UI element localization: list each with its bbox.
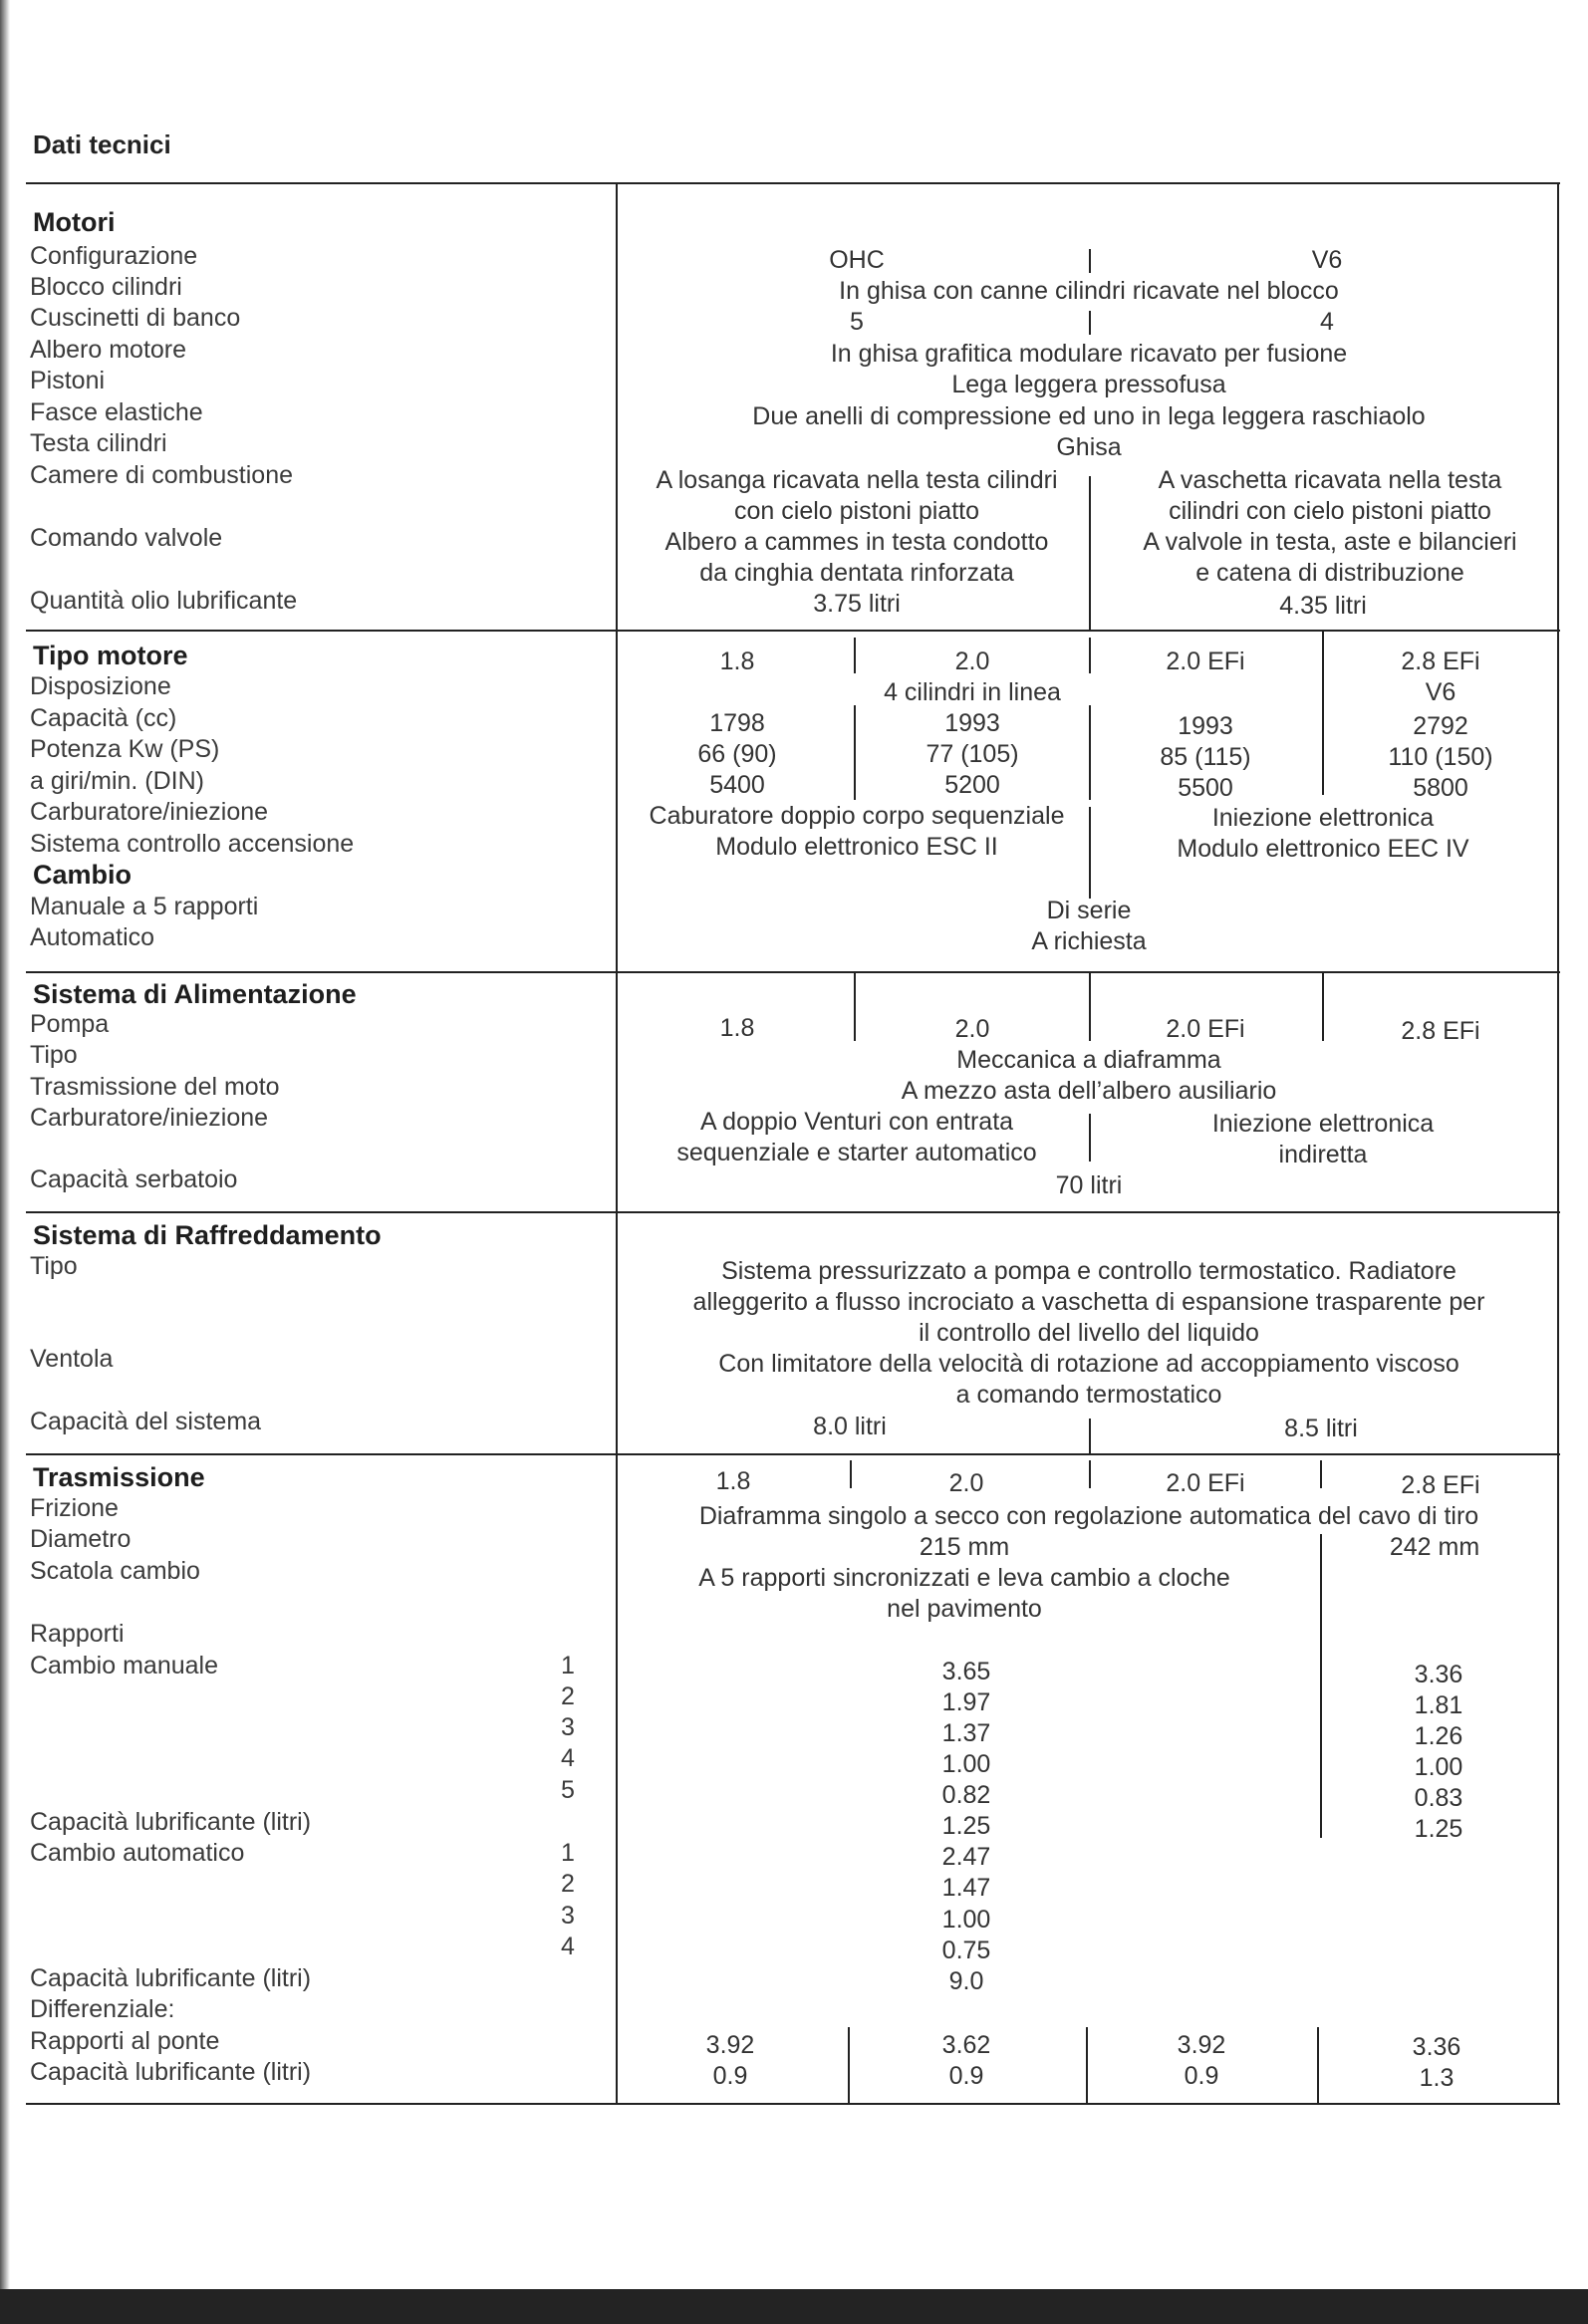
cell-value: 215 mm bbox=[919, 1533, 1010, 1561]
cell-divider bbox=[854, 638, 856, 673]
row-label: Blocco cilindri bbox=[30, 273, 182, 301]
cell-divider bbox=[1089, 1114, 1091, 1162]
section-divider bbox=[26, 971, 1560, 973]
cell-divider bbox=[1089, 1419, 1091, 1453]
variant-header: 2.0 EFi bbox=[1166, 647, 1245, 675]
row-label: Capacità lubrificante (litri) bbox=[30, 1964, 312, 1992]
cell-value: 1.25 bbox=[1414, 1815, 1463, 1843]
row-label: Cambio manuale bbox=[30, 1652, 218, 1679]
cell-divider bbox=[854, 971, 856, 1041]
cell-divider bbox=[1089, 249, 1091, 273]
row-label: Rapporti bbox=[30, 1620, 125, 1648]
cell-value: A 5 rapporti sincronizzati e leva cambio a cloche bbox=[698, 1564, 1230, 1592]
cell-value: 8.0 litri bbox=[813, 1413, 887, 1440]
gear-number: 4 bbox=[561, 1744, 575, 1772]
row-label: a giri/min. (DIN) bbox=[30, 767, 205, 795]
cell-value: 3.75 litri bbox=[813, 590, 901, 618]
row-label: Diametro bbox=[30, 1525, 132, 1553]
cell-value: nel pavimento bbox=[887, 1595, 1042, 1623]
cell-divider bbox=[1089, 638, 1091, 673]
cell-value: 1798 bbox=[709, 709, 765, 737]
section-divider bbox=[26, 1453, 1560, 1455]
cell-value: V6 bbox=[1425, 678, 1456, 706]
cell-value: Caburatore doppio corpo sequenziale bbox=[649, 802, 1065, 830]
cell-value: In ghisa con canne cilindri ricavate nel blocco bbox=[839, 277, 1339, 305]
cell-value: alleggerito a flusso incrociato a vaschetta di espansione trasparente per bbox=[692, 1288, 1485, 1316]
gear-number: 1 bbox=[561, 1652, 575, 1679]
variant-header: 2.0 EFi bbox=[1166, 1469, 1245, 1497]
cell-value: 3.62 bbox=[941, 2031, 991, 2059]
cell-divider bbox=[1322, 632, 1324, 795]
row-label: Pompa bbox=[30, 1010, 110, 1038]
gear-ratio: 1.47 bbox=[941, 1874, 991, 1902]
cell-value: 9.0 bbox=[948, 1967, 984, 1995]
cell-divider bbox=[1089, 1460, 1091, 1488]
gear-number: 3 bbox=[561, 1902, 575, 1930]
cell-value: A mezzo asta dell’albero ausiliario bbox=[901, 1077, 1277, 1105]
row-label: Capacità del sistema bbox=[30, 1408, 262, 1435]
cell-value: A vaschetta ricavata nella testa bbox=[1158, 466, 1502, 494]
row-label: Capacità lubrificante (litri) bbox=[30, 1808, 312, 1836]
cell-value: 70 litri bbox=[1055, 1171, 1123, 1199]
gear-ratio: 2.47 bbox=[941, 1843, 991, 1871]
section-heading-cambio: Cambio bbox=[33, 860, 132, 890]
gear-ratio: 3.65 bbox=[941, 1658, 991, 1685]
row-label: Trasmissione del moto bbox=[30, 1073, 280, 1101]
row-label: Testa cilindri bbox=[30, 429, 167, 457]
cell-value: 4 bbox=[1320, 308, 1334, 336]
variant-header: 2.0 bbox=[954, 1015, 990, 1043]
gear-ratio: 1.81 bbox=[1414, 1691, 1463, 1719]
cell-value: 4.35 litri bbox=[1279, 592, 1367, 620]
cell-value: indiretta bbox=[1278, 1141, 1368, 1168]
cell-value: 66 (90) bbox=[697, 740, 777, 768]
row-label: Potenza Kw (PS) bbox=[30, 735, 220, 763]
gear-number: 3 bbox=[561, 1713, 575, 1741]
row-label: Comando valvole bbox=[30, 524, 223, 552]
cell-value: 1993 bbox=[1178, 712, 1233, 740]
cell-value: 0.9 bbox=[1184, 2062, 1219, 2090]
scan-edge bbox=[0, 0, 10, 2324]
row-label: Disposizione bbox=[30, 672, 171, 700]
gear-ratio: 1.26 bbox=[1414, 1722, 1463, 1750]
cell-value: 0.9 bbox=[948, 2062, 984, 2090]
cell-value: 1.3 bbox=[1419, 2064, 1455, 2092]
variant-header: 2.8 EFi bbox=[1401, 647, 1480, 675]
gear-ratio: 0.75 bbox=[941, 1937, 991, 1964]
row-label: Pistoni bbox=[30, 367, 106, 394]
row-label: Cuscinetti di banco bbox=[30, 304, 241, 332]
gear-ratio: 3.36 bbox=[1414, 1661, 1463, 1688]
row-label: Scatola cambio bbox=[30, 1557, 200, 1585]
section-divider bbox=[26, 1211, 1560, 1213]
cell-value: 1.25 bbox=[941, 1812, 991, 1840]
section-divider bbox=[26, 630, 1560, 632]
section-heading-motori: Motori bbox=[33, 207, 116, 237]
cell-value: 77 (105) bbox=[926, 740, 1019, 768]
cell-divider bbox=[1089, 705, 1091, 800]
cell-value: 3.92 bbox=[1177, 2031, 1226, 2059]
cell-value: Iniezione elettronica bbox=[1211, 1110, 1435, 1138]
variant-header: 2.0 EFi bbox=[1166, 1015, 1245, 1043]
gear-ratio: 0.83 bbox=[1414, 1784, 1463, 1812]
cell-value: sequenziale e starter automatico bbox=[676, 1139, 1037, 1166]
cell-value: 5800 bbox=[1413, 774, 1468, 802]
variant-header: 1.8 bbox=[715, 1467, 751, 1495]
cell-divider bbox=[1089, 476, 1091, 630]
table-bottom-border bbox=[26, 2103, 1560, 2105]
cell-value: 0.9 bbox=[712, 2062, 748, 2090]
cell-value: 242 mm bbox=[1389, 1533, 1480, 1561]
section-heading-tipo-motore: Tipo motore bbox=[33, 641, 188, 670]
gear-ratio: 1.97 bbox=[941, 1688, 991, 1716]
cell-divider bbox=[1320, 1534, 1322, 1838]
table-column-divider bbox=[616, 182, 618, 2105]
cell-value: A doppio Venturi con entrata bbox=[699, 1108, 1014, 1136]
section-heading-trasmissione: Trasmissione bbox=[33, 1462, 205, 1492]
cell-value: A richiesta bbox=[1031, 927, 1147, 955]
cell-value: 3.36 bbox=[1412, 2033, 1461, 2061]
cell-value: Diaframma singolo a secco con regolazione automatica del cavo di tiro bbox=[698, 1502, 1479, 1530]
row-label: Carburatore/iniezione bbox=[30, 798, 269, 826]
cell-value: Modulo elettronico EEC IV bbox=[1177, 835, 1469, 863]
cell-divider bbox=[1089, 807, 1091, 899]
cell-value: 1993 bbox=[944, 709, 1000, 737]
variant-header: 1.8 bbox=[719, 647, 755, 675]
row-label: Tipo bbox=[30, 1252, 78, 1280]
cell-divider bbox=[1320, 1460, 1322, 1488]
cell-value: OHC bbox=[829, 246, 885, 274]
row-label: Configurazione bbox=[30, 242, 198, 270]
row-label: Carburatore/iniezione bbox=[30, 1104, 269, 1132]
gear-ratio: 1.00 bbox=[941, 1906, 991, 1934]
row-label: Capacità lubrificante (litri) bbox=[30, 2058, 312, 2086]
cell-value: e catena di distribuzione bbox=[1195, 559, 1464, 587]
cell-value: 85 (115) bbox=[1160, 743, 1251, 771]
row-label: Albero motore bbox=[30, 336, 187, 364]
cell-value: Due anelli di compressione ed uno in lega leggera raschiaolo bbox=[752, 402, 1426, 430]
variant-header: 2.0 bbox=[948, 1469, 984, 1497]
cell-value: il controllo del livello del liquido bbox=[919, 1319, 1259, 1347]
cell-value: Sistema pressurizzato a pompa e controllo termostatico. Radiatore bbox=[721, 1257, 1456, 1285]
cell-value: 8.5 litri bbox=[1284, 1415, 1358, 1442]
cell-value: 3.92 bbox=[705, 2031, 755, 2059]
gear-number: 1 bbox=[561, 1839, 575, 1867]
row-label: Cambio automatico bbox=[30, 1839, 245, 1867]
row-label: Automatico bbox=[30, 923, 155, 951]
section-heading-raffreddamento: Sistema di Raffreddamento bbox=[33, 1220, 382, 1250]
section-heading-alimentazione: Sistema di Alimentazione bbox=[33, 979, 357, 1009]
row-label: Capacità serbatoio bbox=[30, 1165, 238, 1193]
row-label: Frizione bbox=[30, 1494, 119, 1522]
cell-value: 5500 bbox=[1178, 774, 1233, 802]
row-label: Fasce elastiche bbox=[30, 398, 203, 426]
cell-divider bbox=[850, 1460, 852, 1488]
gear-number: 2 bbox=[561, 1870, 575, 1898]
cell-divider bbox=[1317, 2027, 1319, 2103]
gear-ratio: 0.82 bbox=[941, 1781, 991, 1809]
cell-value: 110 (150) bbox=[1388, 743, 1493, 771]
page-title: Dati tecnici bbox=[33, 129, 171, 159]
variant-header: 2.0 bbox=[954, 647, 990, 675]
cell-divider bbox=[848, 2027, 850, 2103]
row-label: Manuale a 5 rapporti bbox=[30, 893, 259, 920]
gear-number: 4 bbox=[561, 1933, 575, 1960]
cell-value: Modulo elettronico ESC II bbox=[715, 833, 998, 861]
cell-value: A valvole in testa, aste e bilancieri bbox=[1143, 528, 1517, 556]
cell-divider bbox=[1086, 2027, 1088, 2103]
row-label: Sistema controllo accensione bbox=[30, 830, 355, 858]
cell-value: In ghisa grafitica modulare ricavato per fusione bbox=[830, 340, 1348, 368]
cell-value: 4 cilindri in linea bbox=[884, 678, 1061, 706]
cell-value: da cinghia dentata rinforzata bbox=[699, 559, 1014, 587]
cell-value: 2792 bbox=[1413, 712, 1468, 740]
cell-divider bbox=[1322, 971, 1324, 1041]
gear-ratio: 1.00 bbox=[1414, 1753, 1463, 1781]
cell-value: V6 bbox=[1311, 246, 1343, 274]
gear-number: 5 bbox=[561, 1776, 575, 1804]
cell-value: 5 bbox=[850, 308, 864, 336]
row-label: Tipo bbox=[30, 1041, 78, 1069]
row-label: Differenziale: bbox=[30, 1995, 175, 2023]
cell-divider bbox=[1089, 971, 1091, 1041]
cell-value: A losanga ricavata nella testa cilindri bbox=[656, 466, 1058, 494]
gear-number: 2 bbox=[561, 1682, 575, 1710]
table-right-border bbox=[1557, 182, 1559, 2105]
cell-divider bbox=[854, 705, 856, 800]
cell-value: a comando termostatico bbox=[955, 1381, 1222, 1409]
cell-value: Lega leggera pressofusa bbox=[951, 371, 1226, 398]
row-label: Camere di combustione bbox=[30, 461, 294, 489]
cell-value: 5200 bbox=[944, 771, 1000, 799]
variant-header: 1.8 bbox=[719, 1014, 755, 1042]
row-label: Quantità olio lubrificante bbox=[30, 587, 298, 615]
table-top-border bbox=[26, 182, 1560, 184]
gear-ratio: 1.00 bbox=[941, 1750, 991, 1778]
cell-value: Di serie bbox=[1046, 897, 1132, 924]
cell-value: Meccanica a diaframma bbox=[956, 1046, 1221, 1074]
variant-header: 2.8 EFi bbox=[1401, 1471, 1480, 1499]
cell-value: Ghisa bbox=[1056, 433, 1122, 461]
cell-value: 5400 bbox=[709, 771, 765, 799]
cell-value: cilindri con cielo pistoni piatto bbox=[1169, 497, 1491, 525]
variant-header: 2.8 EFi bbox=[1401, 1017, 1480, 1045]
row-label: Rapporti al ponte bbox=[30, 2027, 220, 2055]
cell-value: Albero a cammes in testa condotto bbox=[664, 528, 1049, 556]
scan-bottom-strip bbox=[0, 2289, 1588, 2324]
cell-value: Con limitatore della velocità di rotazione ad accoppiamento viscoso bbox=[718, 1350, 1459, 1378]
gear-ratio: 1.37 bbox=[941, 1719, 991, 1747]
cell-value: Iniezione elettronica bbox=[1211, 804, 1435, 832]
row-label: Capacità (cc) bbox=[30, 704, 177, 732]
row-label: Ventola bbox=[30, 1345, 114, 1373]
cell-value: con cielo pistoni piatto bbox=[734, 497, 979, 525]
cell-divider bbox=[1089, 311, 1091, 335]
